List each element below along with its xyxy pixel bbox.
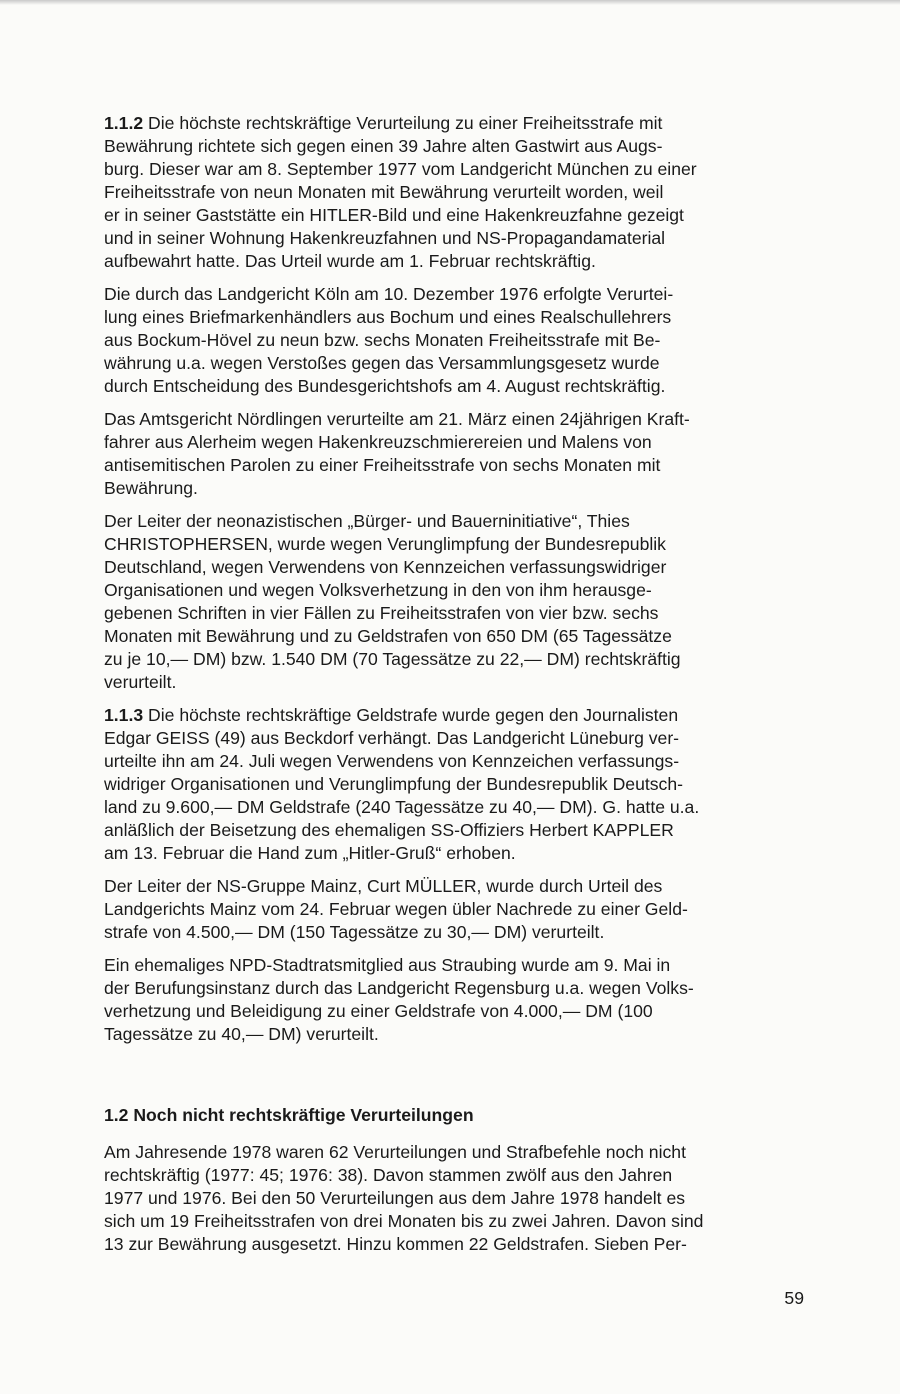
- paragraph-1-2-a: Am Jahresende 1978 waren 62 Verurteilungen und Strafbefehle noch nicht rechtskräftig (1977: 45; 1976: 38). Davon stammen zwölf aus den Jahren 1977 und 1976. Bei den 50 Verurteilungen aus dem Jahre 1978 handelt es sich um 19 Freiheitsstrafen von drei Monaten bis zu zwei Jahren. Davon sind 13 zur Bewährung ausgesetzt. Hinzu kommen 22 Geldstrafen. Sieben Per-: [104, 1142, 704, 1254]
- section-number-1-1-2: 1.1.2: [104, 113, 144, 133]
- page-number: 59: [784, 1288, 804, 1308]
- paragraph-1-1-2-a: [104, 112, 801, 273]
- paragraph-1-1-3-b: Der Leiter der NS-Gruppe Mainz, Curt MÜLLER, wurde durch Urteil des Landgerichts Mainz vom 24. Februar wegen übler Nachrede zu einer Geld- strafe von 4.500,— DM (150 Tagessätze zu 30,— DM) verurteilt.: [104, 876, 688, 942]
- page-edge-shadow: [0, 0, 900, 5]
- document-body: [104, 112, 801, 1266]
- section-number-1-1-3: 1.1.3: [104, 705, 144, 725]
- paragraph-1-1-2-b: Die durch das Landgericht Köln am 10. Dezember 1976 erfolgte Verurtei- lung eines Briefmarkenhändlers aus Bochum und eines Realschullehrers aus Bockum-Hövel zu neun bzw. sechs Monaten Freiheitsstrafe mit Be- währung u.a. wegen Verstoßes gegen das Versammlungsgesetz wurde durch Entscheidung des Bundesgerichtshofs am 4. August rechtskräftig.: [104, 284, 674, 396]
- section-heading-1-2: 1.2 Noch nicht rechtskräftige Verurteilungen: [104, 1105, 474, 1125]
- paragraph-text: Die höchste rechtskräftige Geldstrafe wurde gegen den Journalisten Edgar GEISS (49) aus Beckdorf verhängt. Das Landgericht Lüneburg ver- urteilte ihn am 24. Juli wegen Verwendens von Kennzeichen verfassungs- widriger Organisationen und Verunglimpfung der Bundesrepublik Deutsch- land zu 9.600,— DM Geldstrafe (240 Tagessätze zu 40,— DM). G. hatte u.a. anläßlich der Beisetzung des ehemaligen SS-Offiziers Herbert KAPPLER am 13. Februar die Hand zum „Hitler-Gruß“ erhoben.: [104, 705, 700, 863]
- paragraph-text: Die höchste rechtskräftige Verurteilung zu einer Freiheitsstrafe mit Bewährung richtete sich gegen einen 39 Jahre alten Gastwirt aus Augs- burg. Dieser war am 8. September 1977 vom Landgericht München zu einer Freiheitsstrafe von neun Monaten mit Bewährung verurteilt worden, weil er in seiner Gaststätte ein HITLER-Bild und eine Hakenkreuzfahne gezeigt und in seiner Wohnung Hakenkreuzfahnen und NS-Propagandamaterial aufbewahrt hatte. Das Urteil wurde am 1. Februar rechtskräftig.: [104, 113, 697, 271]
- paragraph-1-1-2-d: Der Leiter der neonazistischen „Bürger- und Bauerninitiative“, Thies CHRISTOPHERSEN, wurde wegen Verunglimpfung der Bundesrepublik Deutschland, wegen Verwendens von Kennzeichen verfassungswidriger Organisationen und wegen Volksverhetzung in den von ihm herausge- gebenen Schriften in vier Fällen zu Freiheitsstrafen von vier bzw. sechs Monaten mit Bewährung und zu Geldstrafen von 650 DM (65 Tagessätze zu je 10,— DM) bzw. 1.540 DM (70 Tagessätze zu 22,— DM) rechtskräftig verurteilt.: [104, 511, 681, 692]
- paragraph-1-1-3-c: Ein ehemaliges NPD-Stadtratsmitglied aus Straubing wurde am 9. Mai in der Berufungsinstanz durch das Landgericht Regensburg u.a. wegen Volks- verhetzung und Beleidigung zu einer Geldstrafe von 4.000,— DM (100 Tagessätze zu 40,— DM) verurteilt.: [104, 955, 694, 1044]
- paragraph-1-1-2-c: Das Amtsgericht Nördlingen verurteilte am 21. März einen 24jährigen Kraft- fahrer aus Alerheim wegen Hakenkreuzschmierereien und Malens von antisemitischen Parolen zu einer Freiheitsstrafe von sechs Monaten mit Bewährung.: [104, 409, 690, 498]
- paragraph-1-1-3-a: [104, 704, 801, 865]
